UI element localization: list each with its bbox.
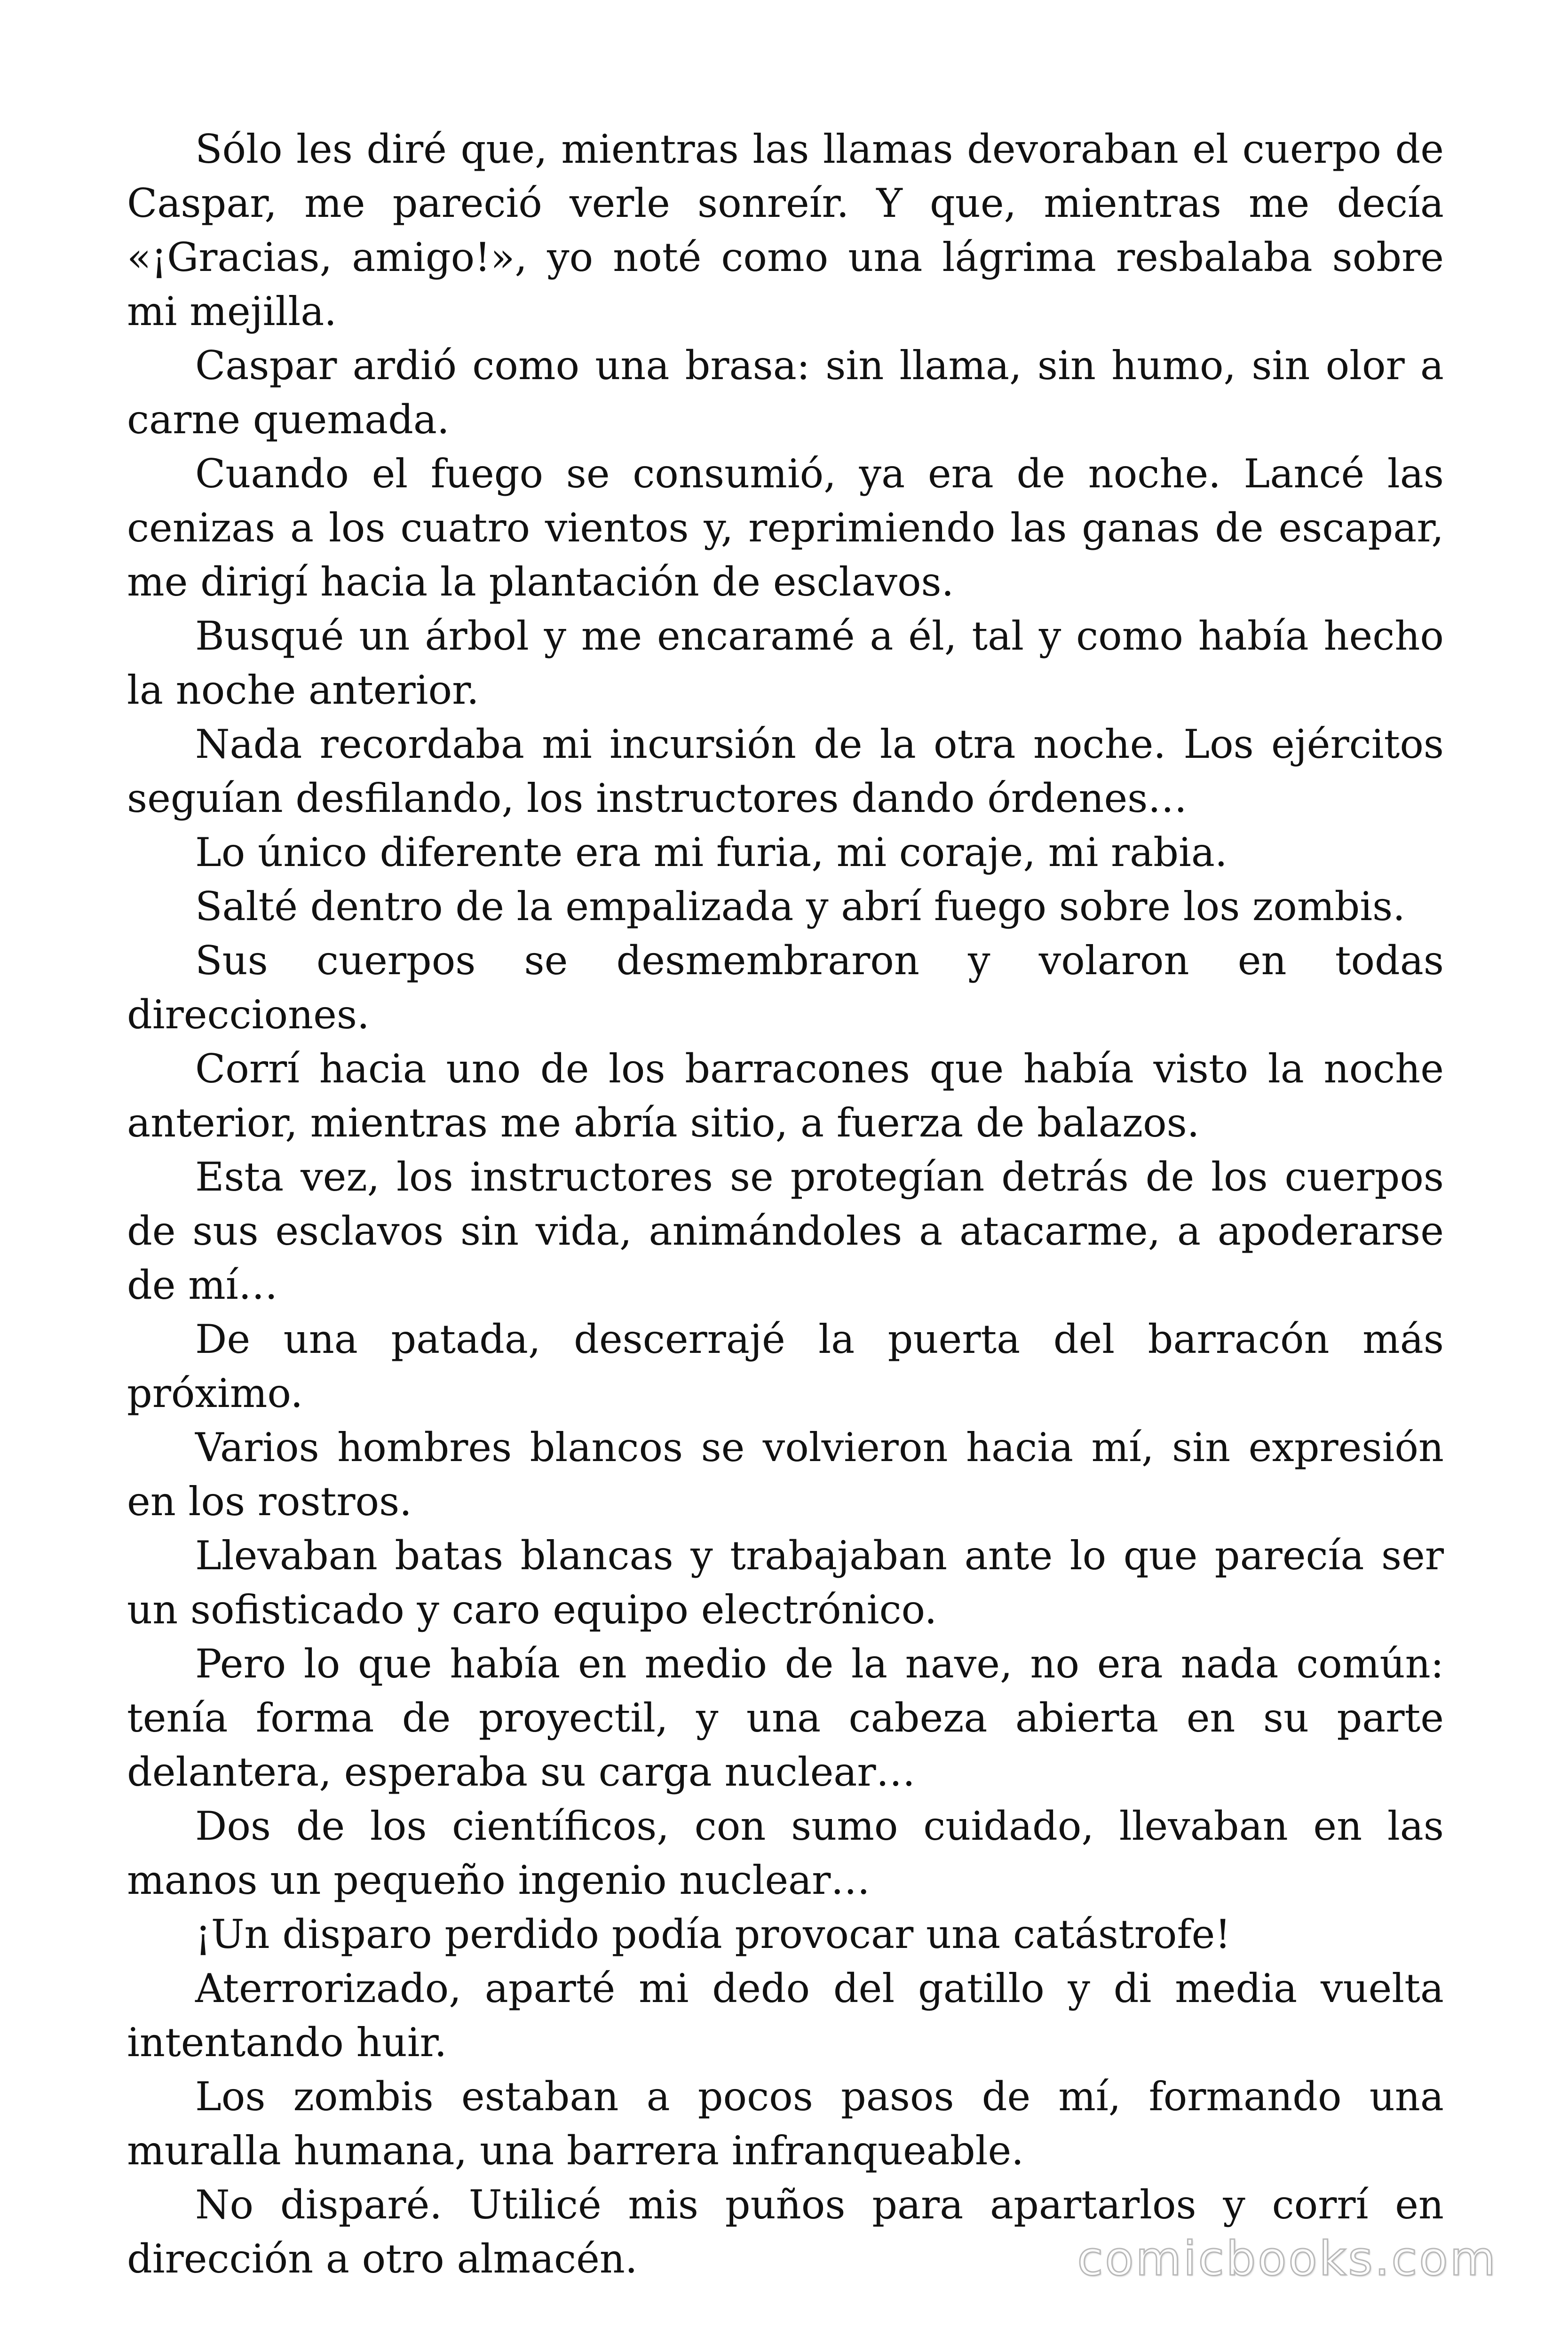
paragraph: ¡Un disparo perdido podía provocar una catástrofe! (195, 1911, 1231, 1957)
paragraph: Lo único diferente era mi furia, mi coraje, mi rabia. (195, 829, 1227, 875)
paragraph: Esta vez, los instructores se protegían detrás de los cuerpos de sus esclavos sin vida, animándoles a atacarme, a apoderarse de mí… (127, 1154, 1444, 1308)
paragraph: Salté dentro de la empalizada y abrí fuego sobre los zombis. (195, 883, 1405, 930)
paragraph: Sus cuerpos se desmembraron y volaron en todas direcciones. (127, 938, 1444, 1038)
paragraph: De una patada, descerrajé la puerta del barracón más próximo. (127, 1316, 1444, 1416)
paragraph: Caspar ardió como una brasa: sin llama, sin humo, sin olor a carne quemada. (127, 342, 1444, 443)
paragraph: Cuando el fuego se consumió, ya era de noche. Lancé las cenizas a los cuatro vientos y, reprimiendo las ganas de escapar, me dirigí hacia la plantación de esclavos. (127, 451, 1444, 605)
paragraph: Varios hombres blancos se volvieron hacia mí, sin expresión en los rostros. (127, 1424, 1444, 1525)
paragraph: Aterrorizado, aparté mi dedo del gatillo y di media vuelta intentando huir. (127, 1965, 1444, 2066)
paragraph: Dos de los científicos, con sumo cuidado, llevaban en las manos un pequeño ingenio nuclear… (127, 1803, 1444, 1903)
paragraph: Los zombis estaban a pocos pasos de mí, formando una muralla humana, una barrera infranqueable. (127, 2074, 1444, 2174)
paragraph: Pero lo que había en medio de la nave, no era nada común: tenía forma de proyectil, y una cabeza abierta en su parte delantera, esperaba su carga nuclear… (127, 1641, 1444, 1795)
paragraph: Nada recordaba mi incursión de la otra noche. Los ejércitos seguían desfilando, los instructores dando órdenes… (127, 721, 1444, 821)
paragraph: Busqué un árbol y me encaramé a él, tal y como había hecho la noche anterior. (127, 613, 1444, 713)
page-body (127, 122, 1444, 2286)
paragraph: Llevaban batas blancas y trabajaban ante lo que parecía ser un sofisticado y caro equipo electrónico. (127, 1533, 1444, 1633)
watermark: comicbooks.com (1077, 2231, 1497, 2286)
paragraph: Corrí hacia uno de los barracones que había visto la noche anterior, mientras me abría sitio, a fuerza de balazos. (127, 1046, 1444, 1146)
paragraph: No disparé. Utilicé mis puños para apartarlos y corrí en dirección a otro almacén. (127, 2182, 1444, 2282)
paragraph: Sólo les diré que, mientras las llamas devoraban el cuerpo de Caspar, me pareció verle sonreír. Y que, mientras me decía «¡Gracias, amigo!», yo noté como una lágrima resbalaba sobre mi mejilla. (127, 126, 1444, 334)
